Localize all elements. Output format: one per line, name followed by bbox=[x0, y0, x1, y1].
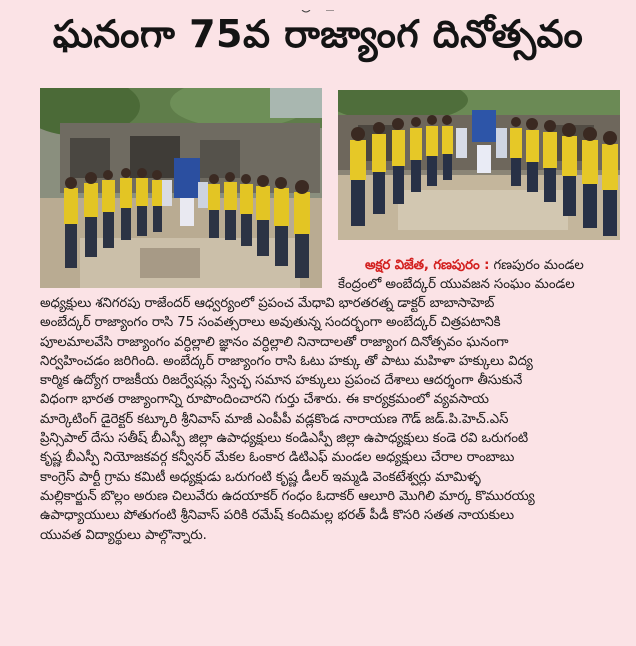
body-line: అంబేద్కర్ రాజ్యాంగం రాసి 75 సంవత్సరాలు అవుతున్న సందర్భంగా అంబేద్కర్ చిత్రపటానికి bbox=[40, 315, 501, 331]
body-line: మార్కెటింగ్ డైరెక్టర్ కట్కూరి శ్రీనివాస్ మాజీ ఎంపీపీ వడ్లకొండ నారాయణ గౌడ్ జడ్.పి.హెచ్.ఎస్ bbox=[40, 411, 509, 427]
byline: అక్షర విజేత, గణపురం : bbox=[365, 258, 490, 273]
article-body bbox=[40, 294, 630, 545]
cropped-top-edge bbox=[300, 0, 340, 5]
body-line: నిర్వహించడం జరిగింది. అంబేద్కర్ రాజ్యాంగం రాసి ఓటు హక్కు తో పాటు మహిళా హక్కులు విద్య bbox=[40, 353, 533, 369]
lead-text: గణపురం మండల bbox=[493, 258, 584, 273]
body-line: మల్లికార్జున్ బొల్లం అరుణ చిలువేరు ఉదయాకర్ గంధం ఓదాకర్ ఆలూరి మొగిలి మార్క కొమురయ్య bbox=[40, 488, 535, 504]
body-line: కేంద్రంలో అంబేద్కర్ యువజన సంఘం మండల bbox=[338, 277, 575, 292]
event-photo-students-left bbox=[40, 88, 322, 288]
event-photo-students-right bbox=[338, 90, 620, 240]
body-line: పూలమాలవేసి రాజ్యాంగం వర్ధిల్లాలి జ్ఞానం వర్ధిల్లాలి నినాదాలతో రాజ్యాంగ దినోత్సవం ఘనంగా bbox=[40, 334, 509, 350]
headline: ఘనంగా 75వ రాజ్యాంగ దినోత్సవం bbox=[52, 12, 584, 56]
body-line: విధంగా భారత రాజ్యాంగాన్ని రూపొందించారని గుర్తు చేశారు. ఈ కార్యక్రమంలో వ్యవసాయ bbox=[40, 392, 489, 408]
body-line: కార్మిక ఉద్యోగ రాజకీయ రిజర్వేషన్లు స్వేచ్ఛ సమాన హక్కులు ప్రపంచ దేశాలు ఆదర్శంగా తీసుకునే bbox=[40, 373, 523, 389]
body-line: కాంగ్రెస్ పార్టీ గ్రామ కమిటీ అధ్యక్షుడు ఒరుగంటి కృష్ణ డీలర్ ఇమ్మడి వెంకటేశ్వర్లు మామిళ్ళ bbox=[40, 469, 481, 485]
body-line: ప్రిన్సిపాల్ దేసు సతీష్ బీఎస్పీ జిల్లా ఉపాధ్యక్షులు కండిఎస్పీ జిల్లా ఉపాధ్యక్షులు కండె రవి ఒరుగంటి bbox=[40, 431, 529, 447]
lead-line bbox=[365, 256, 627, 275]
body-line: అధ్యక్షులు శనిగరపు రాజేందర్ ఆధ్వర్యంలో ప్రపంచ మేధావి భారతరత్న డాక్టర్ బాబాసాహెబ్ bbox=[40, 296, 495, 311]
body-line: ఉపాధ్యాయులు పోతుగంటి శ్రీనివాస్ పరికి రమేష్ కందిమల్ల భరత్ పీడీ కొసరి సతత నాయకులు bbox=[40, 508, 514, 524]
body-line: యువత విద్యార్థులు పాల్గొన్నారు. bbox=[40, 527, 207, 543]
body-line: కృష్ణ బీఎస్పీ నియోజకవర్గ కన్వీనర్ మేకల ఓంకార డిటిఎఫ్ మండల అధ్యక్షులు చేరాల రాంబాబు bbox=[40, 450, 515, 466]
